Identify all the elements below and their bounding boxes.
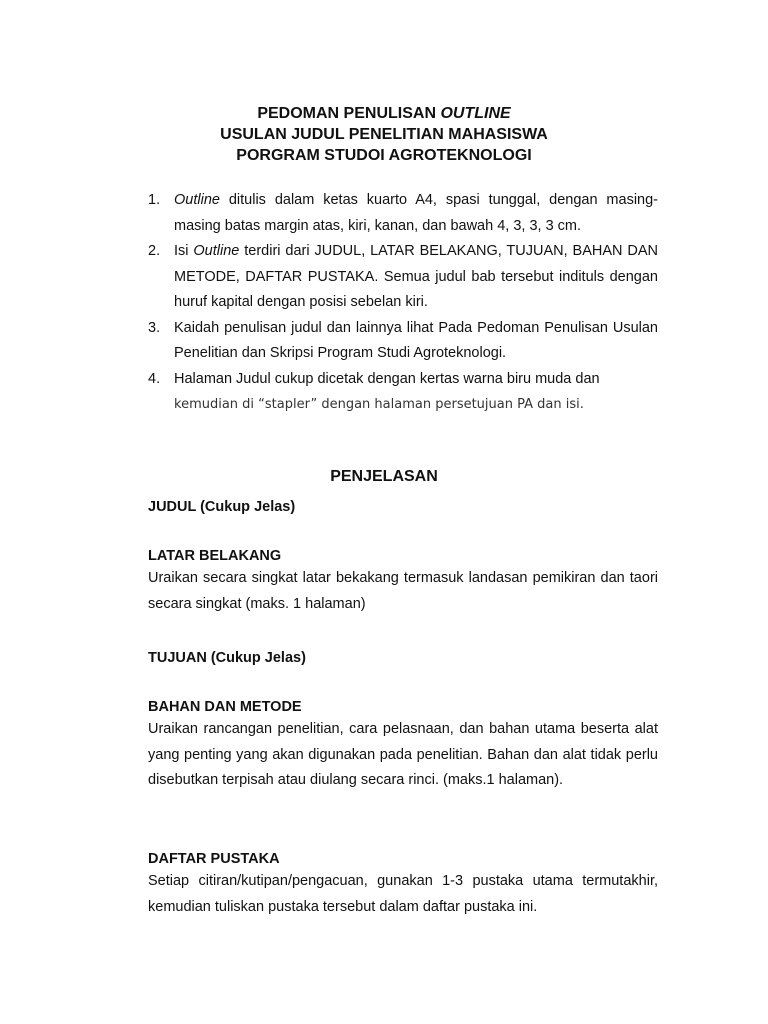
title-line-3: PORGRAM STUDOI AGROTEKNOLOGI bbox=[236, 147, 532, 164]
guideline-list bbox=[148, 188, 658, 418]
section-daftar-body: Setiap citiran/kutipan/pengacuan, gunakan 1-3 pustaka utama termutakhir, kemudian tuliskan pustaka tersebut dalam daftar pustaka ini. bbox=[148, 873, 658, 915]
title-line-1: PEDOMAN PENULISAN OUTLINE bbox=[257, 105, 511, 122]
section-bahan-heading: BAHAN DAN METODE bbox=[148, 699, 302, 715]
section-judul-heading: JUDUL (Cukup Jelas) bbox=[148, 499, 296, 515]
section-latar-belakang bbox=[148, 546, 658, 617]
guideline-item-4: 4. Halaman Judul cukup dicetak dengan kertas warna biru muda dan kemudian di “stapler” dengan halaman persetujuan PA dan isi. bbox=[148, 370, 600, 412]
section-tujuan bbox=[148, 648, 658, 668]
guideline-item-3: 3. Kaidah penulisan judul dan lainnya lihat Pada Pedoman Penulisan Usulan Penelitian dan Skripsi Program Studi Agroteknologi. bbox=[148, 319, 658, 361]
explanation-heading: PENJELASAN bbox=[330, 468, 438, 485]
title-line-2: USULAN JUDUL PENELITIAN MAHASISWA bbox=[220, 126, 548, 143]
section-tujuan-heading: TUJUAN (Cukup Jelas) bbox=[148, 650, 306, 666]
title-outline-word: OUTLINE bbox=[440, 105, 511, 122]
section-judul bbox=[148, 497, 658, 517]
section-daftar-pustaka bbox=[148, 849, 658, 920]
section-latar-body: Uraikan secara singkat latar bekakang termasuk landasan pemikiran dan taori secara singkat (maks. 1 halaman) bbox=[148, 570, 658, 612]
section-bahan-body: Uraikan rancangan penelitian, cara pelasnaan, dan bahan utama beserta alat yang penting yang akan digunakan pada penelitian. Bahan dan alat tidak perlu disebutkan terpisah atau diulang secara rinci. (maks.1 halaman). bbox=[148, 721, 658, 788]
guideline-item-1: 1. Outline ditulis dalam ketas kuarto A4, spasi tunggal, dengan masing-masing batas margin atas, kiri, kanan, dan bawah 4, 3, 3, 3 cm. bbox=[148, 192, 658, 234]
document-title bbox=[0, 103, 768, 166]
section-bahan-metode bbox=[148, 697, 658, 794]
guideline-item-2: 2. Isi Outline terdiri dari JUDUL, LATAR BELAKANG, TUJUAN, BAHAN DAN METODE, DAFTAR PUSTAKA. Semua judul bab tersebut indituls dengan huruf kapital dengan posisi sebelan kiri. bbox=[148, 243, 658, 310]
section-daftar-heading: DAFTAR PUSTAKA bbox=[148, 851, 280, 867]
section-latar-heading: LATAR BELAKANG bbox=[148, 548, 282, 564]
